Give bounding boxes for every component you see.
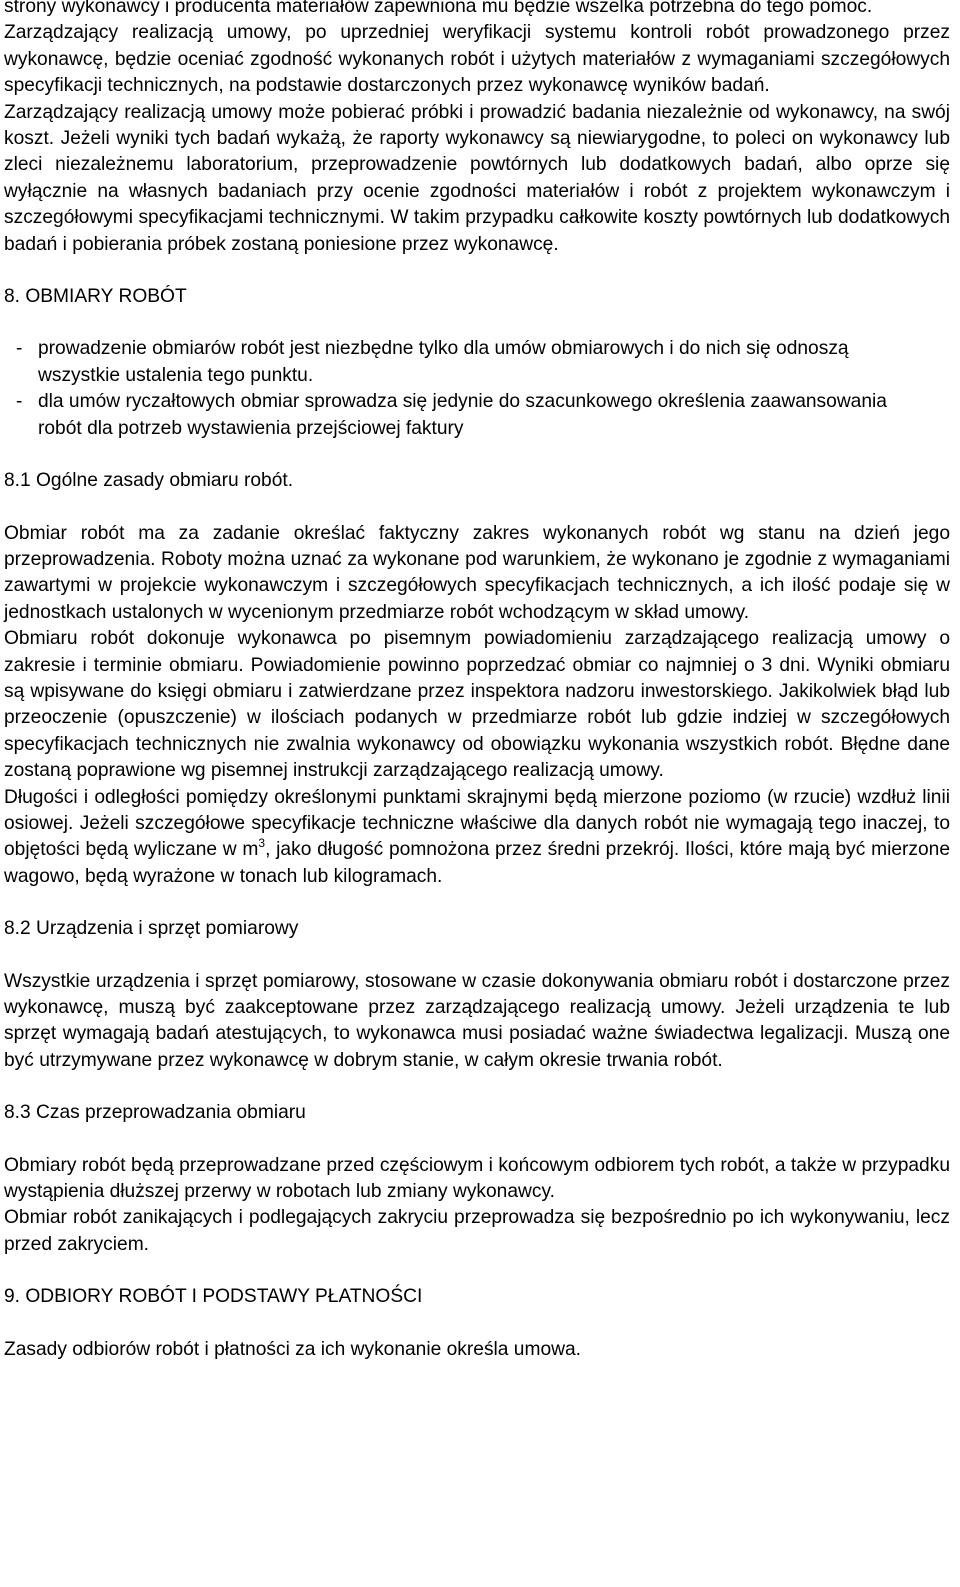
- dash-bullet-marker: -: [16, 391, 23, 413]
- section-8-3-paragraph-1: Obmiary robót będą przeprowadzane przed częściowym i końcowym odbiorem tych robót, a także w przypadku wystąpienia dłuższej przerwy w robotach lub zmiany wykonawcy.: [4, 1154, 950, 1203]
- dash-bullet-marker: -: [16, 338, 23, 360]
- section-8-1-paragraph-3: [4, 785, 950, 891]
- section-8-3-heading: 8.3 Czas przeprowadzania obmiaru: [4, 1102, 306, 1124]
- section-8-3-paragraph-2: Obmiar robót zanikających i podlegających zakryciu przeprowadza się bezpośrednio po ich wykonywaniu, lecz przed zakryciem.: [4, 1207, 950, 1255]
- section-8-1-paragraph-1: Obmiar robót ma za zadanie określać faktyczny zakres wykonanych robót wg stanu na dzień jego przeprowadzenia. Roboty można uznać za wykonane pod warunkiem, że wykonano je zgodnie z wymaganiami zawartymi w projekcie wykonawczym i szczegółowych specyfikacjach technicznych, a ich ilość podaje się w jednostkach ustalonych w wycenionym przedmiarze robót wchodzącym w skład umowy.: [4, 522, 950, 623]
- superscript-exponent: 3: [258, 835, 266, 850]
- list-item: [4, 336, 950, 389]
- intro-paragraph: strony wykonawcy i producenta materiałów zapewniona mu będzie wszelka potrzebna do tego pomoc.: [4, 0, 873, 17]
- section-8-heading: 8. OBMIARY ROBÓT: [4, 286, 187, 308]
- section-8-2-paragraph: Wszystkie urządzenia i sprzęt pomiarowy, stosowane w czasie dokonywania obmiaru robót i dostarczone przez wykonawcę, muszą być zaakceptowane przez zarządzającego realizacją umowy. Jeżeli urządzenia te lub sprzęt wymagają badań atestujących, to wykonawca musi posiadać ważne świadectwa legalizacji. Muszą one być utrzymywane przez wykonawcę w dobrym stanie, w całym okresie trwania robót.: [4, 970, 950, 1071]
- document-page: [4, 0, 950, 1363]
- samples-paragraph: Zarządzający realizacją umowy może pobierać próbki i prowadzić badania niezależnie od wykonawcy, na swój koszt. Jeżeli wyniki tych badań wykażą, że raporty wykonawcy są niewiarygodne, to poleci on wykonawcy lub zleci niezależnemu laboratorium, przeprowadzenie powtórnych lub dodatkowych badań, albo oprze się wyłącznie na własnych badaniach przy ocenie zgodności materiałów i robót z projektem wykonawczym i szczegółowymi specyfikacjami technicznymi. W takim przypadku całkowite koszty powtórnych lub dodatkowych badań i pobierania próbek zostaną poniesione przez wykonawcę.: [4, 101, 950, 255]
- paragraph-text: , jako długość pomnożona przez średni przekrój. Ilości, które mają być mierzone wagowo, będą wyrażone w tonach lub kilogramach.: [4, 839, 950, 887]
- list-item-text: prowadzenie obmiarów robót jest niezbędne tylko dla umów obmiarowych i do nich się odnoszą wszystkie ustalenia tego punktu.: [38, 338, 849, 386]
- section-8-1-heading: 8.1 Ogólne zasady obmiaru robót.: [4, 470, 294, 492]
- section-9-heading: 9. ODBIORY ROBÓT I PODSTAWY PŁATNOŚCI: [4, 1286, 423, 1308]
- section-9-paragraph: Zasady odbiorów robót i płatności za ich wykonanie określa umowa.: [4, 1338, 581, 1360]
- list-item: [4, 389, 950, 442]
- paragraph-text: Długości i odległości pomiędzy określonymi punktami skrajnymi będą mierzone poziomo (w rzucie) wzdłuż linii osiowej. Jeżeli szczegółowe specyfikacje techniczne właściwe dla danych robót nie wymagają tego inaczej, to objętości będą wyliczane w m: [4, 786, 950, 861]
- measurement-bullet-list: [4, 336, 950, 442]
- section-8-2-heading: 8.2 Urządzenia i sprzęt pomiarowy: [4, 918, 299, 940]
- list-item-text: dla umów ryczałtowych obmiar sprowadza się jedynie do szacunkowego określenia zaawansowania robót dla potrzeb wystawienia przejściowej faktury: [38, 391, 887, 439]
- control-paragraph: Zarządzający realizacją umowy, po uprzedniej weryfikacji systemu kontroli robót prowadzonego przez wykonawcę, będzie oceniać zgodność wykonanych robót i użytych materiałów z wymaganiami szczegółowych specyfikacji technicznych, na podstawie dostarczonych przez wykonawcę wyników badań.: [4, 22, 950, 97]
- section-8-1-paragraph-2: Obmiaru robót dokonuje wykonawca po pisemnym powiadomieniu zarządzającego realizacją umowy o zakresie i terminie obmiaru. Powiadomienie powinno poprzedzać obmiar co najmniej o 3 dni. Wyniki obmiaru są wpisywane do księgi obmiaru i zatwierdzane przez inspektora nadzoru inwestorskiego. Jakikolwiek błąd lub przeoczenie (opuszczenie) w ilościach podanych w przedmiarze robót lub gdzie indziej w szczegółowych specyfikacjach technicznych nie zwalnia wykonawcy od obowiązku wykonania wszystkich robót. Błędne dane zostaną poprawione wg pisemnej instrukcji zarządzającego realizacją umowy.: [4, 628, 950, 782]
